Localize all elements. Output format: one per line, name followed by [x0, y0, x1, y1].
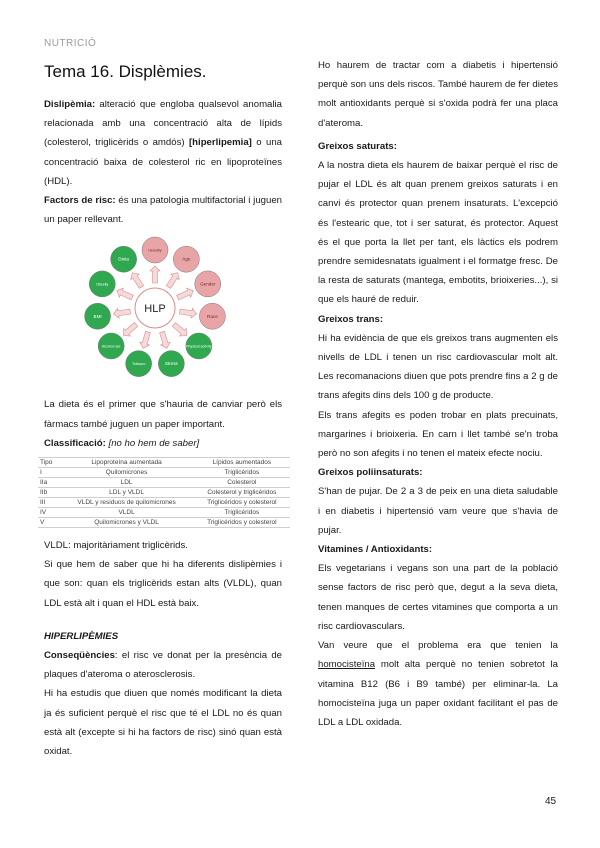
paragraph-saturated-fats: A la nostra dieta els haurem de baixar perquè el risc de pujar el LDL és alt quan prenem greixos saturats i en canvi és protector quan prenem insaturats. L'excepció és l'estearic que, tot i ser saturat, és protector. Aquest és el que porta la llet per tant, els làctics els podrem prendre semidesnatats igualment i el formatge fresc. De la resta de saturats (mantega, embotits, brioixeries...), si que els hauré de reduir.	[318, 160, 558, 306]
diagram-node-label: Dieta	[118, 257, 130, 263]
table-cell: VLDL y residuos de quilomicrones	[59, 498, 193, 508]
paragraph-text: alteració que engloba qualsevol anomalia relacionada amb una concentració alta de lípids (colesterol, triglicèrids o amdós)	[44, 99, 282, 149]
table-cell: LDL	[59, 478, 193, 488]
paragraph-risk-factors	[44, 191, 282, 229]
table-cell: IIb	[38, 488, 59, 498]
table-cell: Quilomicrones	[59, 468, 193, 478]
table-cell: LDL y VLDL	[59, 488, 193, 498]
diagram-node-label: Race	[207, 314, 218, 320]
heading-trans-fats: Greixos trans:	[318, 313, 384, 325]
paragraph-text: Van veure que el problema era que tenien la	[318, 640, 558, 652]
paragraph-polyunsaturated-fats: S'han de pujar. De 2 a 3 de peix en una dieta saludable i en diabetis i hipertensió vam veure que s'havia de pujar.	[318, 486, 558, 536]
diagram-arrow	[177, 289, 194, 301]
diagram-node-label: Stress	[164, 361, 178, 367]
page-number: 45	[545, 796, 557, 807]
paragraph-vldl: VLDL: majoritàriament triglicèrids.	[44, 540, 188, 552]
diagram-node-label: Gender	[200, 281, 216, 287]
section-heading-hiperlipemies: HIPERLIPÈMIES	[44, 630, 119, 642]
table-cell: Tipo	[38, 458, 59, 468]
diagram-arrow	[179, 309, 196, 319]
table-cell: Triglicéridos	[194, 468, 290, 478]
table-cell: VLDL	[59, 508, 193, 518]
paragraph-studies: Hi ha estudis que diuen que només modificant la dieta ja és suficient perquè el risc que té el LDL no és quan està alt (excepte si hi ha factors de risc) sinó quan està oxidat.	[44, 688, 282, 758]
table-cell: Lipoproteína aumentada	[59, 458, 193, 468]
paragraph-text: molt alta perquè no tenien sobretot la vitamina B12 (B6 i B9 també) per eliminar-la. La homocisteïna juga un paper oxidant facilitant el pas de LDL a LDL oxidada.	[318, 659, 558, 728]
diagram-arrow	[117, 289, 134, 301]
table-cell: Triglicéridos y colesterol	[194, 518, 290, 528]
paragraph-text: : el risc ve donat per la presència de plaques d'ateroma o aterosclerosis.	[44, 650, 282, 681]
hlp-diagram-svg	[80, 233, 230, 383]
table-cell: Triglicéridos y colesterol	[194, 498, 290, 508]
table-cell: IV	[38, 508, 59, 518]
diagram-arrow	[160, 332, 171, 349]
paragraph-dislipemies-types: Si que hem de saber que hi ha diferents dislipèmies i que son: quan els triglicèrids estan alts (VLDL), quan LDL està alt i quan el HDL està baix.	[44, 559, 282, 609]
hlp-risk-diagram	[80, 233, 230, 383]
diagram-arrow	[150, 266, 160, 283]
paragraph-trans-sources: Els trans afegits es poden trobar en plats precuinats, margarines i brioixeria. En carn i llet també se'n troba però no son afegits i no tenen el mateix efecte nociu.	[318, 409, 558, 460]
diagram-arrow	[172, 323, 186, 337]
table-cell: III	[38, 498, 59, 508]
paragraph-trans-fats: Hi ha evidència de que els greixos trans augmenten els nivells de LDL i tenen un risc cardiovascular molt alt. Les recomanacions diuen que pots prendre fins a 2 g de trans afegits dins dels 100 g de producte.	[318, 332, 558, 402]
heading-saturated-fats: Greixos saturats:	[318, 140, 397, 152]
classification-table	[38, 457, 290, 528]
diagram-arrow	[166, 273, 179, 289]
diagram-node-label: BMI	[93, 314, 102, 320]
diagram-node-label: Age	[182, 257, 191, 263]
table-cell: IIa	[38, 478, 59, 488]
term-homocisteina: homocisteïna	[318, 659, 376, 671]
diagram-arrow	[123, 323, 137, 337]
diagram-node-label: Physical activity	[186, 344, 212, 349]
paragraph-classification	[44, 434, 282, 453]
table-header-row	[38, 458, 290, 468]
paragraph-text: o una concentració baixa de colesterol ric en lipoproteïnes (HDL).	[44, 137, 282, 187]
table-cell: Colesterol y triglicéridos	[194, 488, 290, 498]
running-header: NUTRICIÓ	[44, 38, 97, 49]
diagram-node-label: Heredity	[148, 248, 162, 253]
table-cell: Triglicéridos	[194, 508, 290, 518]
table-row	[38, 508, 290, 518]
paragraph-dislipemia	[44, 95, 282, 191]
paragraph-treatment: Ho haurem de tractar com a diabetis i hipertensió perquè son uns dels riscos. També haurem de fer dietes molt antioxidants perquè si s'oxida podrà fer una placa d'ateroma.	[318, 60, 558, 129]
paragraph-vegetarians: Els vegetarians i vegans son una part de la població sense factors de risc però que, degut a la seva dieta, tenen manques de certes vitamines que comporta a un risc cardiovasculars.	[318, 563, 558, 632]
paragraph-text: és una patologia multifactorial i juguen un paper rellevant.	[44, 195, 282, 226]
diagram-arrow	[113, 309, 130, 319]
table-row	[38, 468, 290, 478]
table-cell: Lípidos aumentados	[194, 458, 290, 468]
term-label: Factors de risc:	[44, 195, 116, 207]
table-cell: I	[38, 468, 59, 478]
diagram-node-label: Tobacco	[131, 362, 146, 367]
table-row	[38, 498, 290, 508]
classification-note: [no ho hem de saber]	[105, 437, 200, 449]
paragraph-homocysteine	[318, 636, 558, 732]
table-row	[38, 478, 290, 488]
right-column	[318, 56, 558, 732]
diagram-node-label: Alcohol use	[101, 344, 121, 349]
term-bold: [hiperlipemia]	[188, 137, 252, 149]
paragraph-consequences	[44, 646, 282, 684]
heading-polyunsaturated-fats: Greixos poliinsaturats:	[318, 467, 423, 479]
table-cell: V	[38, 518, 59, 528]
page-title: Tema 16. Displèmies.	[44, 62, 207, 81]
term-label: Classificació:	[44, 437, 106, 449]
heading-vitamins-antioxidants: Vitamines / Antioxidants:	[318, 544, 433, 556]
table-row	[38, 488, 290, 498]
left-column	[40, 58, 282, 761]
diagram-arrow	[140, 332, 151, 349]
term-label: Dislipèmia:	[44, 99, 96, 110]
diagram-center-label: HLP	[144, 303, 166, 316]
diagram-arrow	[131, 273, 144, 289]
table-cell: Colesterol	[194, 478, 290, 488]
table-row	[38, 518, 290, 528]
term-label: Conseqüències	[44, 650, 115, 662]
table-cell: Quilomicrones y VLDL	[59, 518, 193, 528]
paragraph-diet: La dieta és el primer que s'hauria de canviar però els fàrmacs també juguen un paper important.	[44, 399, 282, 430]
diagram-node-label: Obesity	[96, 282, 109, 287]
